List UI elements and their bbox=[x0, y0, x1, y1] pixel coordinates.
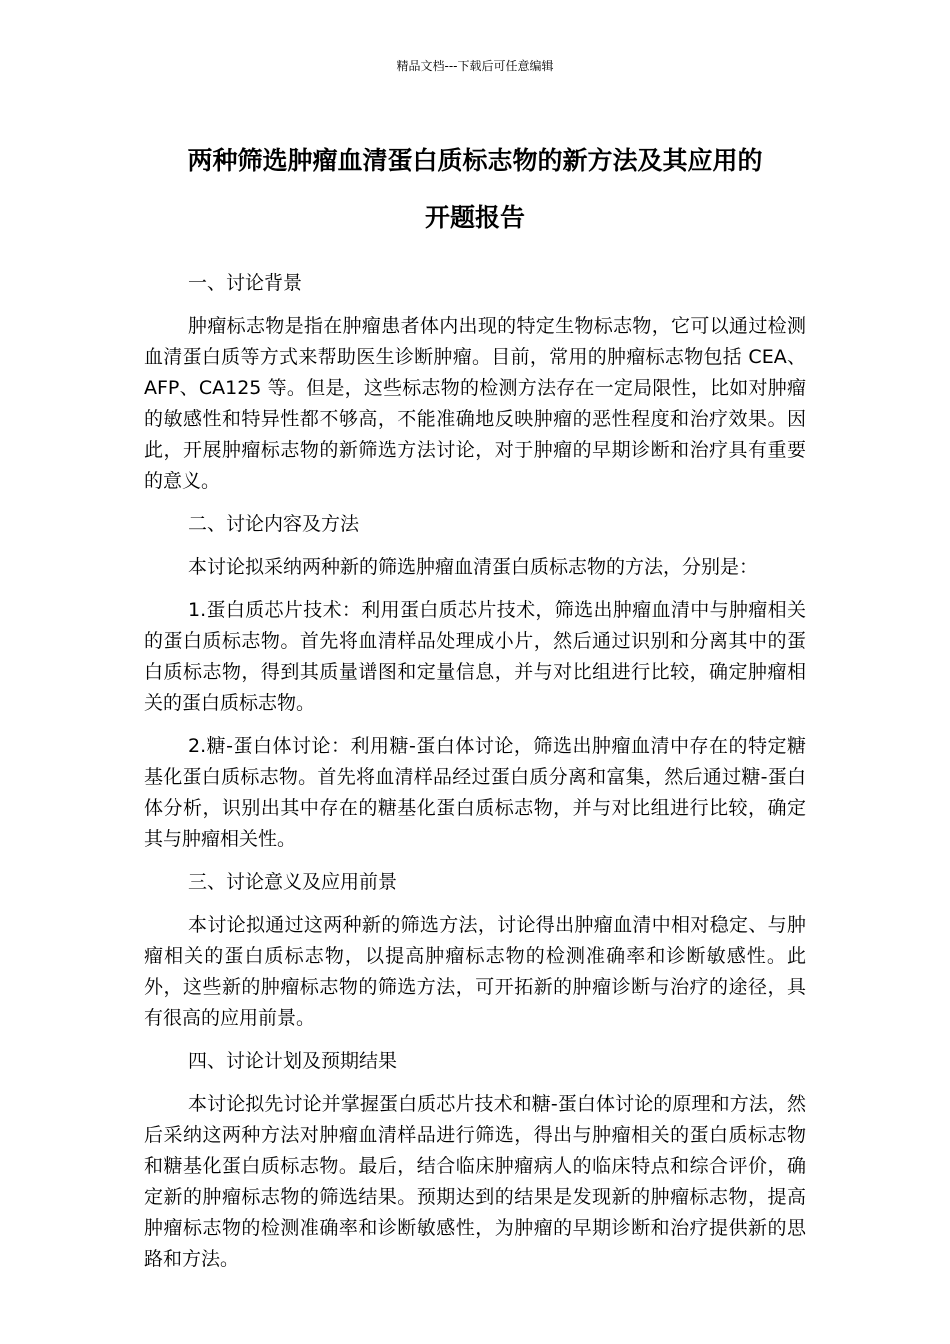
section-heading: 四、讨论计划及预期结果 bbox=[188, 1050, 398, 1072]
paragraph: 本讨论拟采纳两种新的筛选肿瘤血清蛋白质标志物的方法，分别是： bbox=[188, 556, 759, 578]
paragraph: 1.蛋白质芯片技术：利用蛋白质芯片技术，筛选出肿瘤血清中与肿瘤相关的蛋白质标志物。首先将血清样品处理成小片，然后通过识别和分离其中的蛋白质标志物，得到其质量谱图和定量信息，并与对比组进行比较，确定肿瘤相关的蛋白质标志物。 bbox=[144, 599, 806, 714]
section-heading: 一、讨论背景 bbox=[188, 272, 303, 294]
paragraph: 肿瘤标志物是指在肿瘤患者体内出现的特定生物标志物，它可以通过检测血清蛋白质等方式来帮助医生诊断肿瘤。目前，常用的肿瘤标志物包括 CEA、AFP、CA125 等。但是，这些标志物的检测方法存在一定局限性，比如对肿瘤的敏感性和特异性都不够高，不能准确地反映肿瘤的恶性程度和治疗效果。因此，开展肿瘤标志物的新筛选方法讨论，对于肿瘤的早期诊断和治疗具有重要的意义。 bbox=[144, 315, 806, 492]
section-significance bbox=[144, 867, 806, 1034]
document-title bbox=[120, 132, 830, 246]
document-body bbox=[144, 268, 806, 1287]
paragraph: 本讨论拟通过这两种新的筛选方法，讨论得出肿瘤血清中相对稳定、与肿瘤相关的蛋白质标志物，以提高肿瘤标志物的检测准确率和诊断敏感性。此外，这些新的肿瘤标志物的筛选方法，可开拓新的肿瘤诊断与治疗的途径，具有很高的应用前景。 bbox=[144, 914, 806, 1029]
document-title-line-2: 开题报告 bbox=[424, 203, 525, 232]
section-plan-results bbox=[144, 1046, 806, 1275]
section-heading: 二、讨论内容及方法 bbox=[188, 513, 360, 535]
paragraph: 本讨论拟先讨论并掌握蛋白质芯片技术和糖-蛋白体讨论的原理和方法，然后采纳这两种方法对肿瘤血清样品进行筛选，得出与肿瘤相关的蛋白质标志物和糖基化蛋白质标志物。最后，结合临床肿瘤病人的临床特点和综合评价，确定新的肿瘤标志物的筛选结果。预期达到的结果是发现新的肿瘤标志物，提高肿瘤标志物的检测准确率和诊断敏感性，为肿瘤的早期诊断和治疗提供新的思路和方法。 bbox=[144, 1093, 806, 1270]
section-content-methods bbox=[144, 509, 806, 855]
section-background bbox=[144, 268, 806, 497]
document-title-line-1: 两种筛选肿瘤血清蛋白质标志物的新方法及其应用的 bbox=[187, 146, 763, 175]
header-note: 精品文档---下载后可任意编辑 bbox=[396, 59, 554, 73]
section-heading: 三、讨论意义及应用前景 bbox=[188, 871, 398, 893]
paragraph: 2.糖-蛋白体讨论：利用糖-蛋白体讨论，筛选出肿瘤血清中存在的特定糖基化蛋白质标志物。首先将血清样品经过蛋白质分离和富集，然后通过糖-蛋白体分析，识别出其中存在的糖基化蛋白质标志物，并与对比组进行比较，确定其与肿瘤相关性。 bbox=[144, 735, 806, 850]
